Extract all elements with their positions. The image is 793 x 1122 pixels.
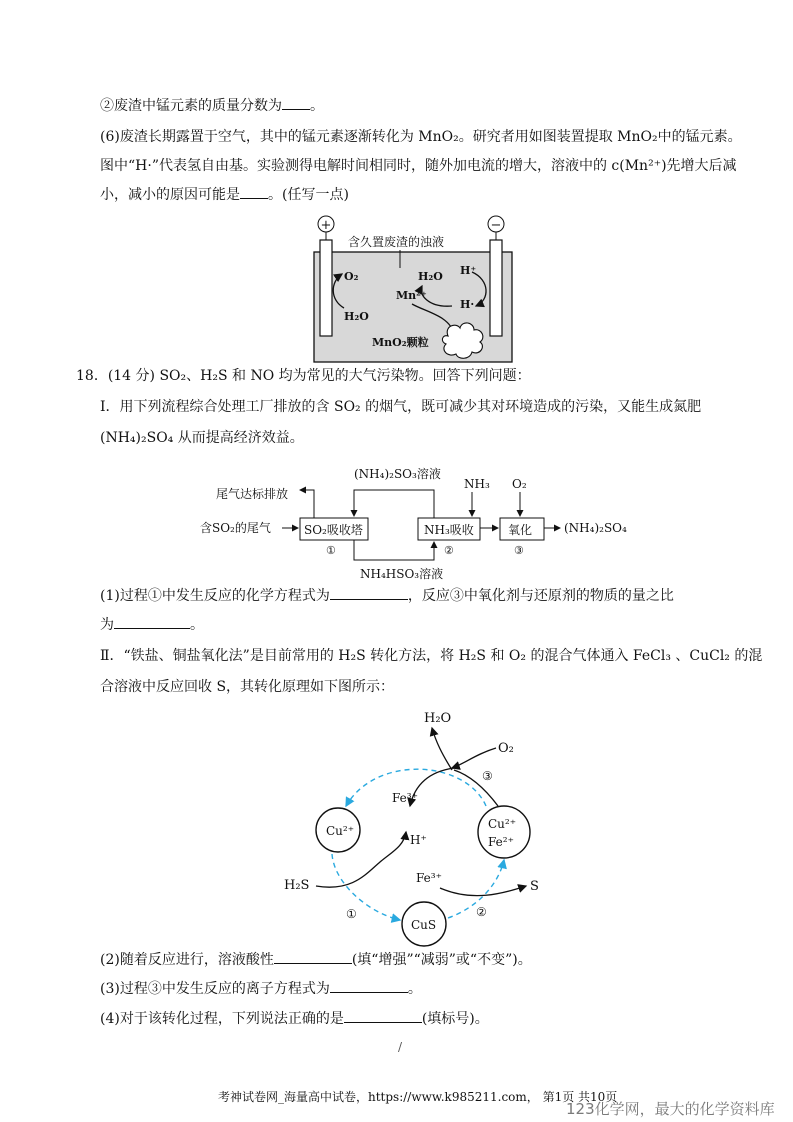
q18-II-line2: 合溶液中反应回收 S，其转化原理如下图所示： <box>100 679 395 695</box>
q17-6-line1: (6)废渣长期露置于空气，其中的锰元素逐渐转化为 MnO₂。研究者用如图装置提取 MnO₂中的锰元素。 <box>100 129 742 145</box>
q17-part2: ②废渣中锰元素的质量分数为 。 <box>100 98 324 114</box>
step3-number: ③ <box>482 769 493 783</box>
nh3-absorb-label: NH₃吸收 <box>424 523 474 537</box>
q17-6-line2: 图中“H·”代表氢自由基。实验测得电解时间相同时，随外加电流的增大，溶液中的 c(Mn²⁺)先增大后减 <box>100 158 737 174</box>
q18-1: (1)过程①中发生反应的化学方程式为 ，反应③中氧化剂与还原剂的物质的量之比 <box>100 588 674 604</box>
q18-4: (4)对于该转化过程，下列说法正确的是 (填标号)。 <box>100 1011 489 1027</box>
h2o-arrow-icon <box>432 728 452 770</box>
watermark: 123化学网，最大的化学资料库 <box>566 1100 775 1118</box>
s-label: S <box>530 879 539 894</box>
step1-number: ① <box>346 907 357 921</box>
step2-number: ② <box>476 905 487 919</box>
feed-label: 含SO₂的尾气 <box>200 521 271 535</box>
anode-electrode <box>320 240 332 336</box>
process-flow-diagram <box>196 462 636 584</box>
hdot-label: H· <box>460 298 475 311</box>
cu-fe-circle <box>478 806 530 858</box>
q18-II-line1: Ⅱ．“铁盐、铜盐氧化法”是目前常用的 H₂S 转化方法，将 H₂S 和 O₂ 的混合气体通入 FeCl₃ 、CuCl₂ 的混 <box>100 648 763 664</box>
o2-label: O₂ <box>344 270 359 283</box>
h2o-left-label: H₂O <box>344 310 369 323</box>
cu2-label: Cu²⁺ <box>488 817 517 831</box>
q18-1-cont: 为 。 <box>100 617 204 633</box>
liquid-label: 含久置废渣的浊液 <box>348 235 445 249</box>
fe3-top-label: Fe³⁺ <box>392 791 418 805</box>
answer-blank <box>330 587 408 600</box>
cycle-arc-left-icon <box>332 854 400 920</box>
fe3-mid-label: Fe³⁺ <box>416 871 442 885</box>
cus-label: CuS <box>411 918 437 932</box>
q17-6-line3: 小，减小的原因可能是 。(任写一点) <box>100 187 349 203</box>
q18-heading: 18．(14 分) SO₂、H₂S 和 NO 均为常见的大气污染物。回答下列问题： <box>76 368 531 384</box>
o2-arrow-icon <box>452 748 496 768</box>
absorber-label: SO₂吸收塔 <box>304 523 363 537</box>
product-label: (NH₄)₂SO₄ <box>564 521 627 535</box>
s-arrow-icon <box>440 886 526 896</box>
plus-sign: + <box>320 218 332 233</box>
o2-label: O₂ <box>512 477 527 491</box>
cu-label: Cu²⁺ <box>326 824 355 838</box>
step1-number: ① <box>326 544 336 557</box>
minus-sign: − <box>490 218 502 233</box>
exhaust-out-label: 尾气达标排放 <box>216 487 289 501</box>
answer-blank <box>274 951 352 964</box>
conversion-cycle-diagram <box>276 702 556 950</box>
answer-blank <box>330 980 408 993</box>
h2o-label: H₂O <box>424 711 452 726</box>
fe2-label: Fe²⁺ <box>488 835 514 849</box>
answer-blank <box>282 97 310 110</box>
answer-blank <box>240 186 268 199</box>
particle-label: MnO₂颗粒 <box>372 336 429 349</box>
answer-blank <box>344 1010 422 1023</box>
page-footer: 考神试卷网_海量高中试卷，https://www.k985211.com， 第1页 共10页 <box>218 1090 618 1104</box>
h2s-label: H₂S <box>284 878 310 893</box>
q18-3: (3)过程③中发生反应的离子方程式为 。 <box>100 981 422 997</box>
hplus-label: H⁺ <box>410 833 427 847</box>
mn-label: Mn²⁺ <box>396 289 427 302</box>
q18-I-line2: (NH₄)₂SO₄ 从而提高经济效益。 <box>100 430 304 446</box>
cathode-electrode <box>490 240 502 336</box>
q18-2: (2)随着反应进行，溶液酸性 (填“增强”“减弱”或“不变”)。 <box>100 952 532 968</box>
page-slash: / <box>398 1040 403 1054</box>
hplus-label: H⁺ <box>460 264 477 277</box>
nh3-label: NH₃ <box>464 477 490 491</box>
electrolysis-figure <box>300 208 530 368</box>
q18-I-line1: Ⅰ．用下列流程综合处理工厂排放的含 SO₂ 的烟气，既可减少其对环境造成的污染，又能生成氮肥 <box>100 399 702 415</box>
nh4so3-label: (NH₄)₂SO₃溶液 <box>354 467 441 481</box>
h2o-mid-label: H₂O <box>418 270 443 283</box>
o2-label: O₂ <box>498 741 514 756</box>
step2-number: ② <box>444 544 454 557</box>
step3-number: ③ <box>514 544 524 557</box>
answer-blank <box>114 616 190 629</box>
oxidation-label: 氧化 <box>508 523 533 537</box>
nh4hso3-label: NH₄HSO₃溶液 <box>360 567 444 581</box>
